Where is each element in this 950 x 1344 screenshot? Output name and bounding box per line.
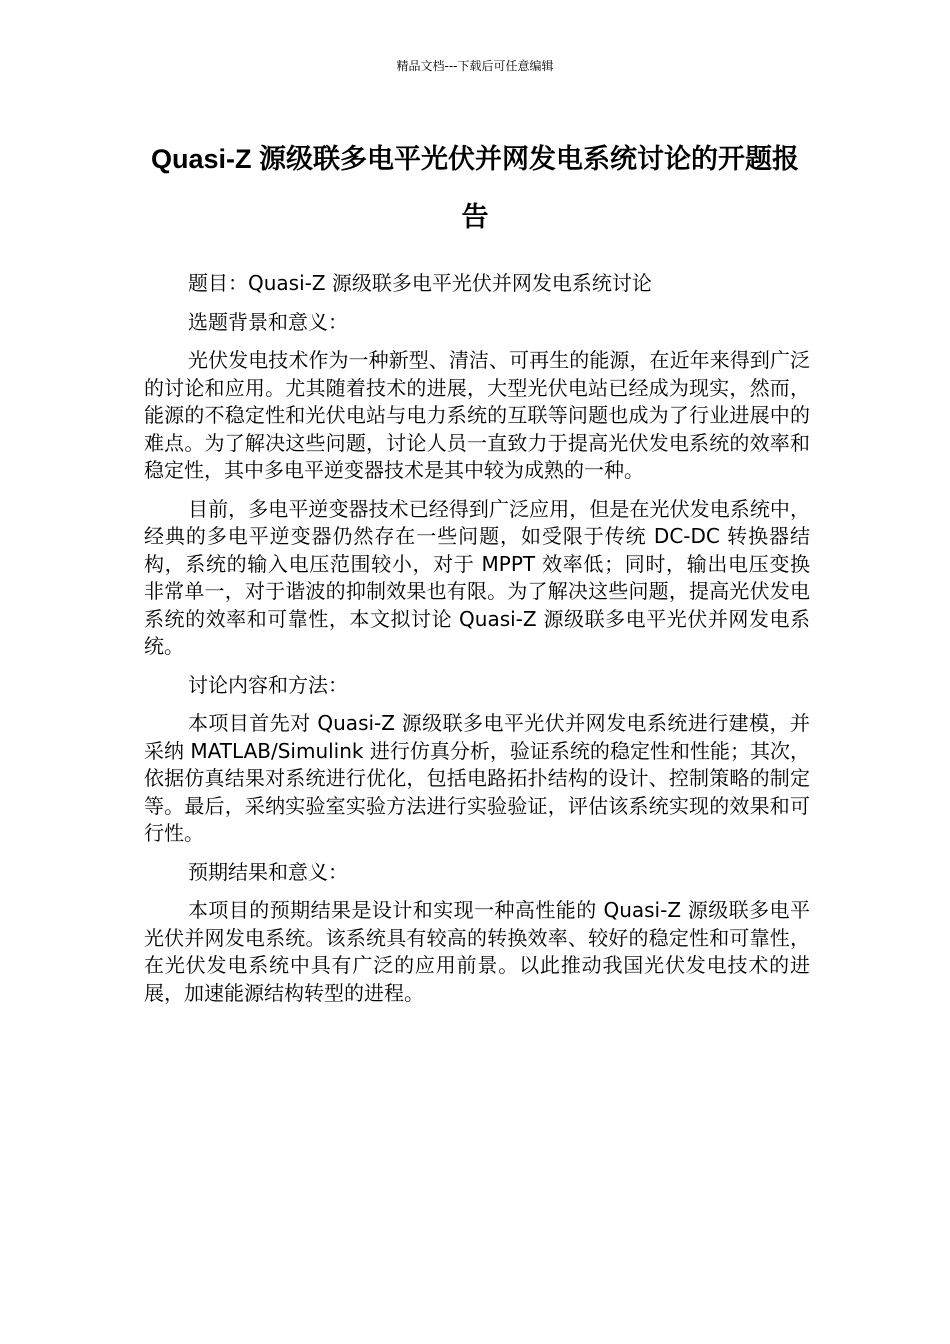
paragraph-methods: 本项目首先对 Quasi-Z 源级联多电平光伏并网发电系统进行建模，并采纳 MATLAB/Simulink 进行仿真分析，验证系统的稳定性和性能；其次，依据仿真结果对系统进行优化，包括电路拓扑结构的设计、控制策略的制定等。最后，采纳实验室实验方法进行实验验证，评估该系统实现的效果和可行性。 xyxy=(144,711,810,845)
running-header: 精品文档---下载后可任意编辑 xyxy=(396,59,554,73)
paragraph-background: 光伏发电技术作为一种新型、清洁、可再生的能源，在近年来得到广泛的讨论和应用。尤其随着技术的进展，大型光伏电站已经成为现实，然而，能源的不稳定性和光伏电站与电力系统的互联等问题也成为了行业进展中的难点。为了解决这些问题，讨论人员一直致力于提高光伏发电系统的效率和稳定性，其中多电平逆变器技术是其中较为成熟的一种。 xyxy=(144,348,810,482)
document-body xyxy=(144,270,810,1018)
topic-line: 题目：Quasi-Z 源级联多电平光伏并网发电系统讨论 xyxy=(188,271,652,295)
section-heading-methods: 讨论内容和方法： xyxy=(188,672,348,697)
paragraph-expected-results: 本项目的预期结果是设计和实现一种高性能的 Quasi-Z 源级联多电平光伏并网发电系统。该系统具有较高的转换效率、较好的稳定性和可靠性，在光伏发电系统中具有广泛的应用前景。以此推动我国光伏发电技术的进展，加速能源结构转型的进程。 xyxy=(144,898,810,1005)
section-heading-expected-results: 预期结果和意义： xyxy=(188,859,348,884)
document-title: Quasi-Z 源级联多电平光伏并网发电系统讨论的开题报告 xyxy=(150,144,799,232)
section-heading-background: 选题背景和意义： xyxy=(188,309,348,334)
paragraph-current-status: 目前，多电平逆变器技术已经得到广泛应用，但是在光伏发电系统中，经典的多电平逆变器仍然存在一些问题，如受限于传统 DC-DC 转换器结构，系统的输入电压范围较小，对于 MPPT 效率低；同时，输出电压变换非常单一，对于谐波的抑制效果也有限。为了解决这些问题，提高光伏发电系统的效率和可靠性，本文拟讨论 Quasi-Z 源级联多电平光伏并网发电系统。 xyxy=(144,496,810,658)
